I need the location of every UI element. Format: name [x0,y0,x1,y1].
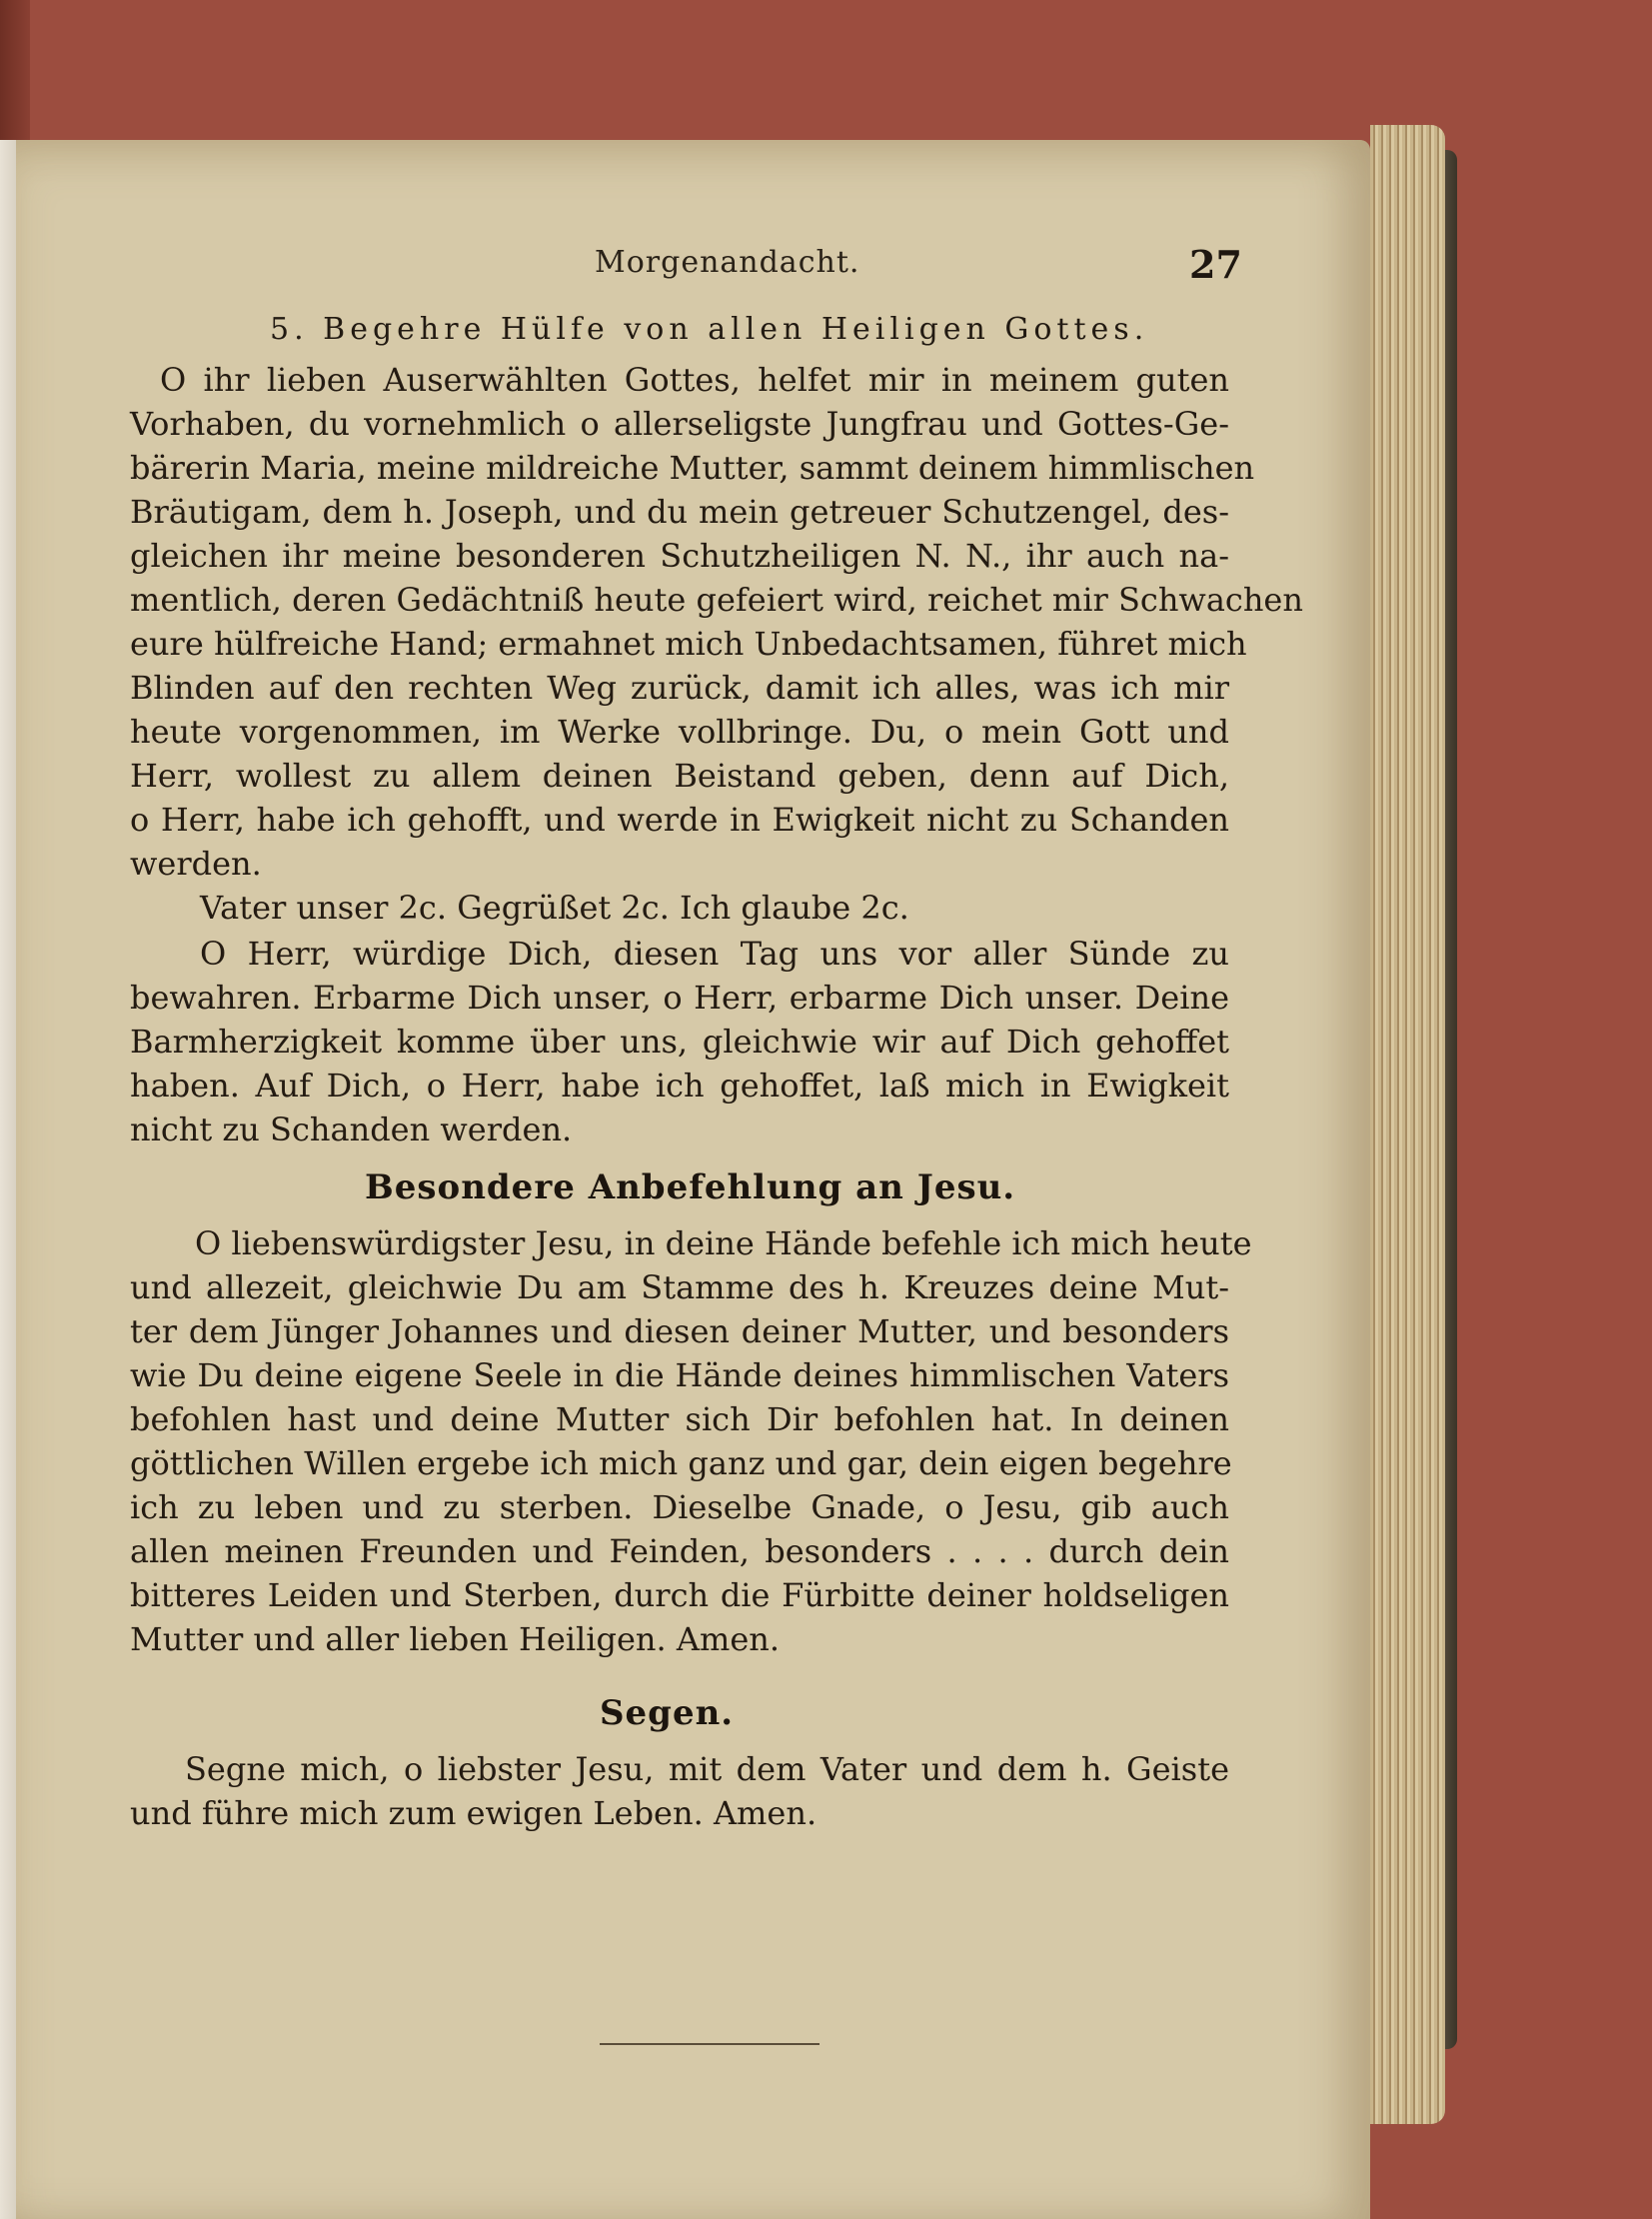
text-line: Vorhaben, du vornehmlich o allerseligste Jungfrau und Gottes-Ge- [130,405,1229,443]
text-line: Mutter und aller lieben Heiligen. Amen. [130,1620,781,1658]
section-heading: 5. Begehre Hülfe von allen Heiligen Gottes. [270,312,1149,347]
prayers-line: Vater unser 2c. Gegrüßet 2c. Ich glaube 2c. [200,889,909,927]
text-line: nicht zu Schanden werden. [130,1110,573,1148]
text-line: Segne mich, o liebster Jesu, mit dem Vater und dem h. Geiste [185,1750,1229,1788]
text-line: haben. Auf Dich, o Herr, habe ich gehoffet, laß mich in Ewigkeit [130,1067,1229,1105]
text-line: mentlich, deren Gedächtniß heute gefeiert wird, reichet mir Schwachen [130,581,1303,619]
text-line: und führe mich zum ewigen Leben. Amen. [130,1794,818,1832]
text-line: wie Du deine eigene Seele in die Hände deines himmlischen Vaters [130,1356,1229,1394]
text-line: und allezeit, gleichwie Du am Stamme des h. Kreuzes deine Mut- [130,1268,1229,1306]
text-line: göttlichen Willen ergebe ich mich ganz und gar, dein eigen begehre [130,1444,1232,1482]
text-line: Herr, wollest zu allem deinen Beistand geben, denn auf Dich, [130,757,1229,795]
section-title-segen: Segen. [600,1693,735,1733]
text-line: heute vorgenommen, im Werke vollbringe. Du, o mein Gott und [130,713,1229,751]
text-line: Barmherzigkeit komme über uns, gleichwie wir auf Dich gehoffet [130,1023,1229,1061]
end-rule [600,2043,820,2045]
text-line: Blinden auf den rechten Weg zurück, damit ich alles, was ich mir [130,669,1229,707]
text-line: O Herr, würdige Dich, diesen Tag uns vor aller Sünde zu [200,935,1229,973]
section-title-jesus: Besondere Anbefehlung an Jesu. [365,1167,1016,1207]
page-edges [1370,125,1445,2124]
text-line: werden. [130,845,262,883]
text-line: eure hülfreiche Hand; ermahnet mich Unbedachtsamen, führet mich [130,625,1247,663]
text-line: ter dem Jünger Johannes und diesen deiner Mutter, und besonders [130,1312,1229,1350]
text-line: bewahren. Erbarme Dich unser, o Herr, erbarme Dich unser. Deine [130,979,1229,1017]
text-line: O liebenswürdigster Jesu, in deine Hände befehle ich mich heute [195,1224,1252,1262]
text-line: o Herr, habe ich gehofft, und werde in Ewigkeit nicht zu Schanden [130,801,1229,839]
text-line: allen meinen Freunden und Feinden, besonders . . . . durch dein [130,1532,1229,1570]
running-head: Morgenandacht. [595,245,860,280]
text-line: bärerin Maria, meine mildreiche Mutter, sammt deinem himmlischen [130,449,1255,487]
text-line: befohlen hast und deine Mutter sich Dir befohlen hat. In deinen [130,1400,1229,1438]
text-line: O ihr lieben Auserwählten Gottes, helfet mir in meinem guten [160,361,1229,399]
text-line: bitteres Leiden und Sterben, durch die Fürbitte deiner holdseligen [130,1576,1229,1614]
text-line: ich zu leben und zu sterben. Dieselbe Gnade, o Jesu, gib auch [130,1488,1229,1526]
page-number: 27 [1189,242,1242,287]
text-line: Bräutigam, dem h. Joseph, und du mein getreuer Schutzengel, des- [130,493,1229,531]
text-line: gleichen ihr meine besonderen Schutzheiligen N. N., ihr auch na- [130,537,1229,575]
